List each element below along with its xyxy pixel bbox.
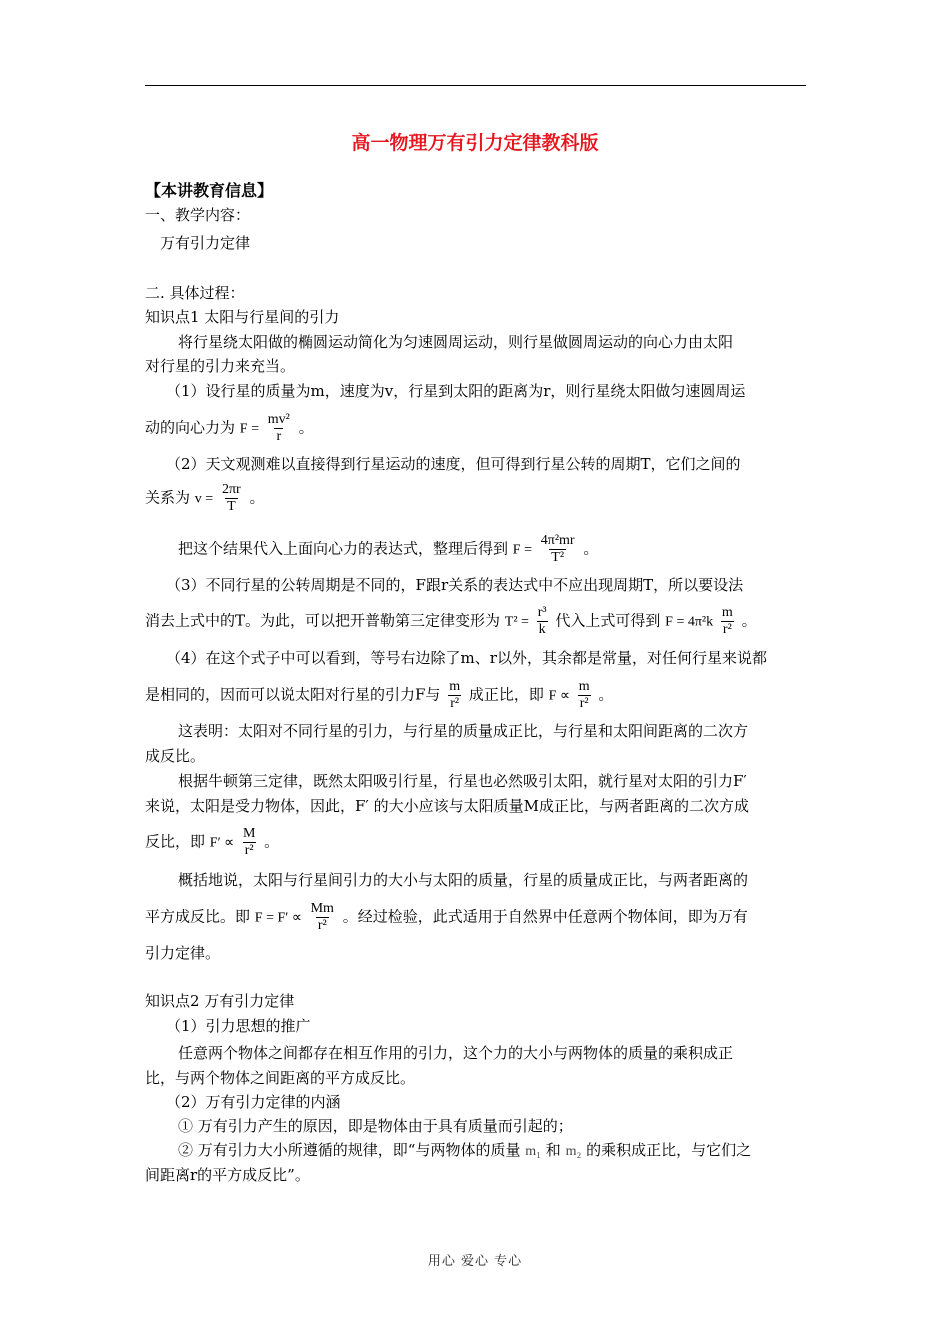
kp1-step1-text: 动的向心力为 xyxy=(145,418,236,437)
process-label: 二. 具体过程： xyxy=(145,284,245,302)
kp1-step4-end: 。 xyxy=(598,685,614,704)
kp1-heading: 知识点1 太阳与行星间的引力 xyxy=(145,308,340,326)
kp1-step3-end: 。 xyxy=(741,611,757,630)
kp1-step4-text: 是相同的，因而可以说太阳对行星的引力F与 xyxy=(145,685,441,704)
kp1-para6-text: 反比，即 xyxy=(145,832,206,851)
formula-f5-fraction xyxy=(720,605,735,638)
kp2-item2-end: 的乘积成正比，与它们之 xyxy=(586,1141,752,1159)
kp1-para1-line1: 将行星绕太阳做的椭圆运动简化为匀速圆周运动，则行星做圆周运动的向心力由太阳 xyxy=(178,333,734,351)
kp1-para7-end: 。经过检验，此式适用于自然界中任意两个物体间，即为万有 xyxy=(342,907,748,926)
header-rule xyxy=(145,85,806,86)
formula-f1-den: r xyxy=(276,429,282,444)
formula-f4-num: r³ xyxy=(537,605,547,620)
kp2-item2-line1 xyxy=(178,1139,751,1163)
section-header: 【本讲教育信息】 xyxy=(145,181,274,200)
kp2-heading: 知识点2 万有引力定律 xyxy=(145,992,295,1010)
formula-f4-fraction xyxy=(536,605,549,638)
formula-f7-num: m xyxy=(578,679,590,694)
kp1-para1-line2: 对行星的引力来充当。 xyxy=(145,357,296,375)
kp1-para6-line2: 来说，太阳是受力物体，因此，F′ 的大小应该与太阳质量M成正比，与两者距离的二次方成 xyxy=(145,797,749,815)
kp2-step1: （1）引力思想的推广 xyxy=(166,1017,311,1035)
formula-f6-den: r² xyxy=(450,696,460,711)
formula-f7-fraction xyxy=(577,679,592,712)
formula-f6-num: m xyxy=(449,679,461,694)
kp1-para5-line1: 这表明：太阳对不同行星的引力，与行星的质量成正比，与行星和太阳间距离的二次方 xyxy=(178,722,749,740)
formula-f2-lhs: v = xyxy=(194,491,214,507)
kp1-step2-end: 。 xyxy=(249,488,265,507)
formula-f9-lhs: F = F′ ∝ xyxy=(254,910,302,926)
formula-f5-den: r² xyxy=(722,622,732,637)
formula-f3-lhs: F = xyxy=(512,542,532,558)
page-footer: 用心 爱心 专心 xyxy=(427,1254,523,1269)
kp2-item2-line2: 间距离r的平方成反比”。 xyxy=(145,1166,310,1184)
formula-f3-num: 4π²mr xyxy=(540,533,575,548)
kp1-para7-text: 平方成反比。即 xyxy=(145,907,251,926)
kp1-step2-line2 xyxy=(145,482,265,515)
page-title: 高一物理万有引力定律教科版 xyxy=(351,132,599,154)
formula-f1-fraction xyxy=(266,412,292,445)
kp1-step3-mid: 代入上式可得到 xyxy=(555,611,661,630)
kp1-step2-line1: （2）天文观测难以直接得到行星运动的速度，但可得到行星公转的周期T，它们之间的 xyxy=(166,455,741,473)
formula-m2: m₂ xyxy=(565,1144,582,1159)
formula-f5-lhs: F = 4π²k xyxy=(665,614,714,630)
kp1-step3-text: 消去上式中的T。为此，可以把开普勒第三定律变形为 xyxy=(145,611,501,630)
kp1-para6-line3 xyxy=(145,826,279,859)
formula-m1: m₁ xyxy=(525,1144,542,1159)
kp2-step2: （2）万有引力定律的内涵 xyxy=(166,1093,341,1111)
kp1-step4-line1: （4）在这个式子中可以看到，等号右边除了m、r以外，其余都是常量，对任何行星来说都 xyxy=(166,649,767,667)
formula-f8-lhs: F′ ∝ xyxy=(209,835,235,851)
kp2-item2-text: ② 万有引力大小所遵循的规律，即“与两物体的质量 xyxy=(178,1141,521,1159)
formula-f9-fraction xyxy=(309,901,336,934)
kp1-step1-end: 。 xyxy=(298,418,314,437)
formula-f7-den: r² xyxy=(579,696,589,711)
kp1-step1-line1: （1）设行星的质量为m，速度为v，行星到太阳的距离为r，则行星绕太阳做匀速圆周运 xyxy=(166,382,746,400)
kp1-para5-line2: 成反比。 xyxy=(145,747,206,765)
formula-f8-den: r² xyxy=(244,843,254,858)
teaching-content-label: 一、教学内容： xyxy=(145,206,251,224)
formula-f9-den: r² xyxy=(317,918,327,933)
formula-f2-fraction xyxy=(220,482,243,515)
formula-f5-num: m xyxy=(721,605,733,620)
kp1-step1-line2 xyxy=(145,412,314,445)
formula-f7-lhs: F ∝ xyxy=(548,688,570,704)
kp1-para7-line3: 引力定律。 xyxy=(145,944,221,962)
formula-f1-lhs: F = xyxy=(239,421,259,437)
kp1-step2-line3 xyxy=(178,533,598,566)
kp1-para7-line1: 概括地说，太阳与行星间引力的大小与太阳的质量，行星的质量成正比，与两者距离的 xyxy=(178,871,749,889)
formula-f2-num: 2πr xyxy=(221,482,241,497)
formula-f3-den: T² xyxy=(551,550,565,565)
kp1-step4-line2 xyxy=(145,679,613,712)
kp1-step2-text: 关系为 xyxy=(145,488,191,507)
kp1-para7-line2 xyxy=(145,901,748,934)
kp2-item2-mid: 和 xyxy=(545,1141,561,1159)
formula-f4-den: k xyxy=(538,622,546,637)
kp1-para6-line1: 根据牛顿第三定律，既然太阳吸引行星，行星也必然吸引太阳，就行星对太阳的引力F′ xyxy=(178,772,747,790)
formula-f9-num: Mm xyxy=(310,901,334,916)
formula-f6-fraction xyxy=(447,679,462,712)
kp1-step2-result-text: 把这个结果代入上面向心力的表达式，整理后得到 xyxy=(178,539,509,558)
teaching-content-value: 万有引力定律 xyxy=(160,234,251,252)
kp1-step3-line2 xyxy=(145,605,757,638)
formula-f8-fraction xyxy=(241,826,257,859)
kp1-step3-line1: （3）不同行星的公转周期是不同的，F跟r关系的表达式中不应出现周期T，所以要设法 xyxy=(166,576,744,594)
kp1-para6-end: 。 xyxy=(264,832,280,851)
kp2-para1-line2: 比，与两个物体之间距离的平方成反比。 xyxy=(145,1069,416,1087)
formula-f3-fraction xyxy=(539,533,577,566)
formula-f1-num: mv² xyxy=(267,412,290,427)
kp1-step4-mid: 成正比，即 xyxy=(468,685,544,704)
formula-f4-lhs: T² = xyxy=(504,614,529,630)
kp1-step2-result-end: 。 xyxy=(583,539,599,558)
kp2-item1: ① 万有引力产生的原因，即是物体由于具有质量而引起的； xyxy=(178,1117,573,1135)
formula-f8-num: M xyxy=(242,826,256,841)
kp2-para1-line1: 任意两个物体之间都存在相互作用的引力，这个力的大小与两物体的质量的乘积成正 xyxy=(178,1044,734,1062)
formula-f2-den: T xyxy=(227,499,236,514)
